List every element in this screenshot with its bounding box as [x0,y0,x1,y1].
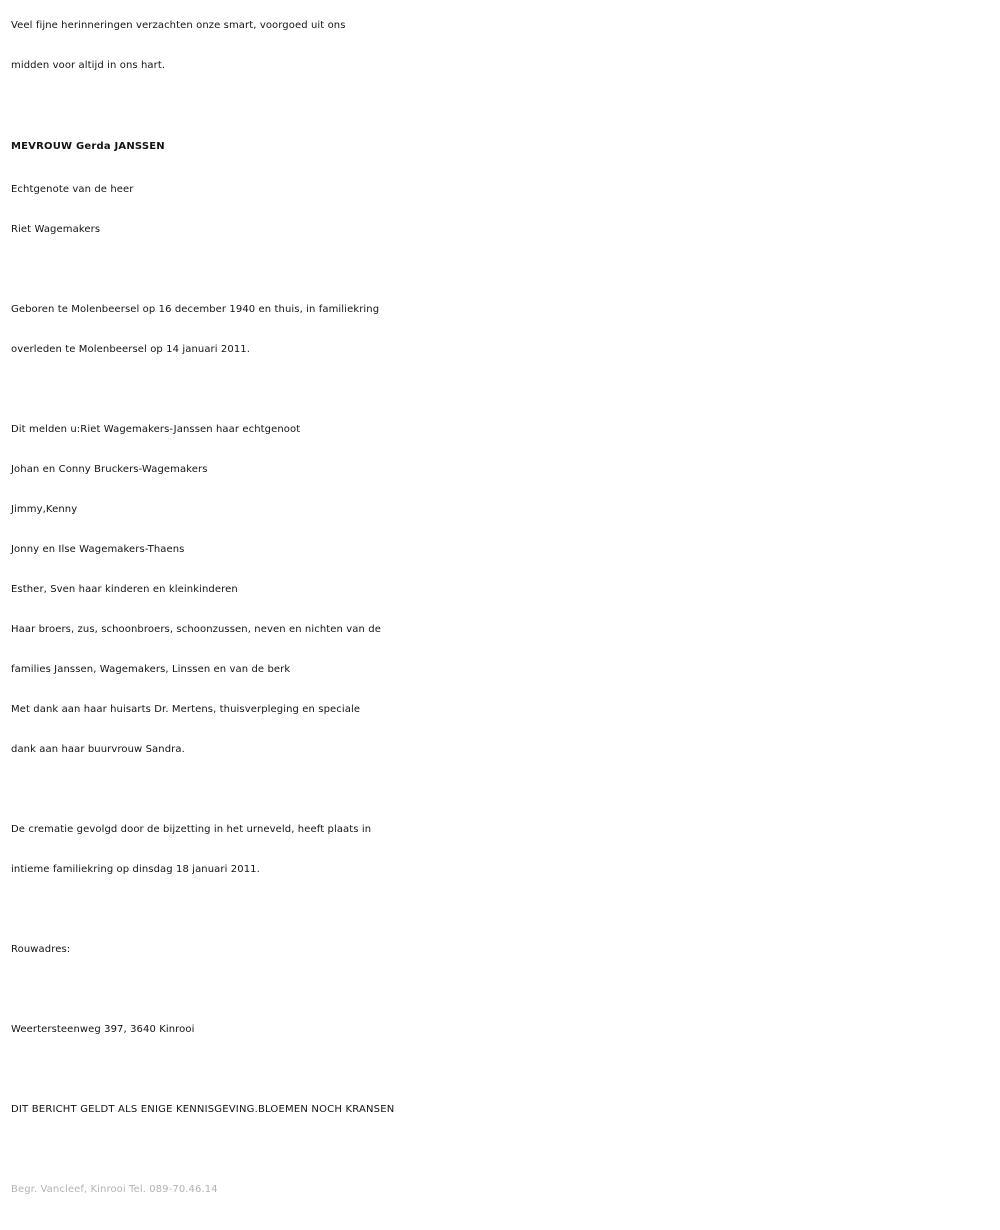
life-line: Geboren te Molenbeersel op 16 december 1940 en thuis, in familiekring [11,304,380,315]
address-label: Rouwadres: [11,944,71,955]
announcer-line: families Janssen, Wagemakers, Linssen en van de berk [11,664,291,675]
spacer [11,1130,996,1170]
funeral-director-footer: Begr. Vancleef, Kinrooi Tel. 089-70.46.14 [11,1184,218,1195]
address: Weertersteenweg 397, 3640 Kinrooi [11,1024,195,1035]
spacer [11,250,996,290]
closing-statement: DIT BERICHT GELDT ALS ENIGE KENNISGEVING.BLOEMEN NOCH KRANSEN [11,1104,395,1115]
announcer-line: Haar broers, zus, schoonbroers, schoonzussen, neven en nichten van de [11,624,381,635]
announcer-line: Jimmy,Kenny [11,504,78,515]
spacer [11,370,996,410]
announcer-line: Esther, Sven haar kinderen en kleinkinderen [11,584,238,595]
spacer [11,890,996,930]
spacer [11,970,996,1010]
intro-line: midden voor altijd in ons hart. [11,60,166,71]
announcer-line: Johan en Conny Bruckers-Wagemakers [11,464,208,475]
death-notice [11,6,996,1210]
ceremony-line: intieme familiekring op dinsdag 18 januari 2011. [11,864,260,875]
announcer-line: Jonny en Ilse Wagemakers-Thaens [11,544,185,555]
intro-line: Veel fijne herinneringen verzachten onze smart, voorgoed uit ons [11,20,346,31]
spacer [11,1050,996,1090]
ceremony-line: De crematie gevolgd door de bijzetting in het urneveld, heeft plaats in [11,824,372,835]
deceased-name: MEVROUW Gerda JANSSEN [11,141,165,152]
announcer-line: dank aan haar buurvrouw Sandra. [11,744,185,755]
announcer-line: Dit melden u:Riet Wagemakers-Janssen haar echtgenoot [11,424,301,435]
life-line: overleden te Molenbeersel op 14 januari 2011. [11,344,251,355]
spouse-line: Echtgenote van de heer [11,184,134,195]
spouse-line: Riet Wagemakers [11,224,101,235]
announcer-line: Met dank aan haar huisarts Dr. Mertens, thuisverpleging en speciale [11,704,361,715]
spacer [11,770,996,810]
